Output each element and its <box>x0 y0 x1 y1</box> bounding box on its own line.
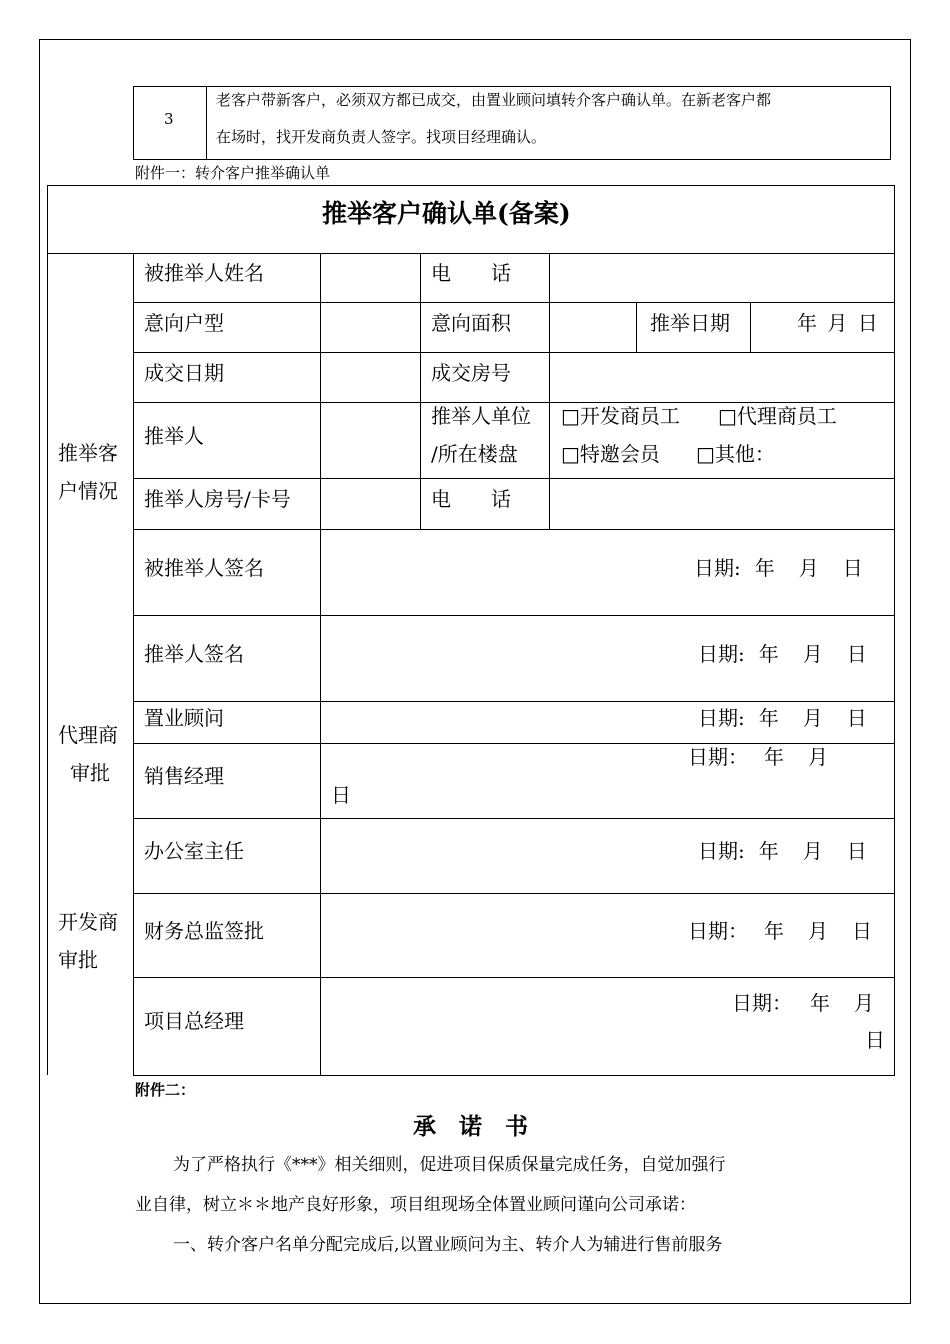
label-office-director: 办公室主任 <box>144 839 244 863</box>
label-sales-manager: 销售经理 <box>144 764 224 788</box>
section-client-info: 推举客 户情况 <box>58 441 118 503</box>
label-referrer-unit-2: /所在楼盘 <box>431 442 518 466</box>
label-referrer-room-card: 推举人房号/卡号 <box>144 487 291 511</box>
label-referee-name: 被推举人姓名 <box>144 261 264 285</box>
label-intended-area: 意向面积 <box>431 311 511 335</box>
pledge-p2-line1: 一、转介客户名单分配完成后,以置业顾问为主、转介人为辅进行售前服务 <box>173 1235 723 1255</box>
referrer-field[interactable] <box>321 403 419 478</box>
referee-phone-field[interactable] <box>550 254 894 302</box>
sales-manager-date-day: 日 <box>331 783 351 807</box>
office-director-date: 日期: 年 月 日 <box>698 839 867 863</box>
row-number: 3 <box>164 110 174 128</box>
checkbox-other[interactable]: □其他： <box>696 442 775 466</box>
consultant-date: 日期: 年 月 日 <box>698 706 867 730</box>
checkbox-developer-staff[interactable]: □开发商员工 <box>561 404 680 428</box>
referee-sign-date: 日期: 年 月 日 <box>694 556 863 580</box>
label-referrer: 推举人 <box>144 424 204 448</box>
attachment2-label: 附件二： <box>135 1081 196 1099</box>
unit-type-field[interactable] <box>321 303 419 352</box>
label-deal-room: 成交房号 <box>431 361 511 385</box>
label-sales-consultant: 置业顾问 <box>144 706 224 730</box>
referrer-sign-date: 日期: 年 月 日 <box>698 642 867 666</box>
form-title: 推举客户确认单(备案) <box>322 199 571 228</box>
deal-room-field[interactable] <box>550 353 894 402</box>
project-gm-date-day: 日 <box>865 1028 885 1052</box>
rule-text-line1: 老客户带新客户，必须双方都已成交，由置业顾问填转介客户确认单。在新老客户都 <box>216 91 772 109</box>
label-phone: 电 话 <box>431 261 511 285</box>
sales-manager-date: 日期： 年 月 <box>688 745 828 769</box>
pledge-p1-line1: 为了严格执行《***》相关细则，促进项目保质保量完成任务，自觉加强行 <box>173 1155 726 1175</box>
project-gm-date: 日期： 年 月 <box>732 991 874 1015</box>
label-referral-date: 推举日期 <box>650 311 730 335</box>
label-project-gm: 项目总经理 <box>144 1009 244 1033</box>
referral-date-value: 年 月 日 <box>797 311 878 335</box>
deal-date-field[interactable] <box>321 353 419 402</box>
section-agent-approval: 代理商 审批 <box>58 723 118 785</box>
pledge-body <box>135 1145 835 1265</box>
pledge-title: 承 诺 书 <box>413 1113 528 1140</box>
referee-name-field[interactable] <box>321 254 419 302</box>
referrer-room-field[interactable] <box>321 479 419 529</box>
referrer-phone-field[interactable] <box>550 479 894 529</box>
checkbox-vip-member[interactable]: □特邀会员 <box>561 442 660 466</box>
label-referee-signature: 被推举人签名 <box>144 556 264 580</box>
intended-area-field[interactable] <box>550 303 635 352</box>
attachment1-label: 附件一：转介客户推举确认单 <box>135 164 331 182</box>
pledge-p1-line2: 业自律，树立＊＊地产良好形象，项目组现场全体置业顾问谨向公司承诺： <box>135 1195 696 1215</box>
section-developer-approval: 开发商 审批 <box>58 910 118 972</box>
label-deal-date: 成交日期 <box>144 361 224 385</box>
label-referrer-unit-1: 推举人单位 <box>431 404 531 428</box>
finance-director-date: 日期： 年 月 日 <box>688 919 872 943</box>
label-finance-director: 财务总监签批 <box>144 919 264 943</box>
label-unit-type: 意向户型 <box>144 311 224 335</box>
label-phone-2: 电 话 <box>431 487 511 511</box>
checkbox-agent-staff[interactable]: □代理商员工 <box>718 404 837 428</box>
rule-text-line2: 在场时，找开发商负责人签字。找项目经理确认。 <box>216 128 547 146</box>
label-referrer-signature: 推举人签名 <box>144 642 244 666</box>
